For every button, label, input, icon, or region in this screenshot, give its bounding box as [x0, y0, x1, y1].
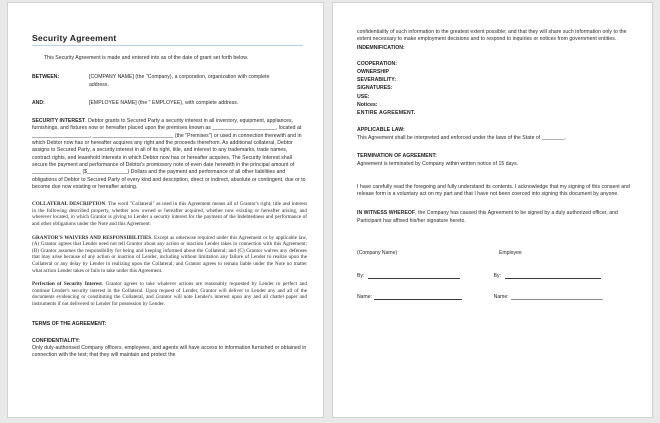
acknowledgement-paragraph: I have carefully read the foregoing and fully understand its contents. I acknowledge that my signing of this consent and release form is a voluntary act on my part and that I have not been coerced into signing this document by anyone.: [357, 183, 630, 197]
clause-termination-of-agreement: [357, 153, 638, 168]
signature-name-employee: [494, 294, 638, 300]
clause-perfection-heading: Perfection of Security Interest: [32, 281, 102, 288]
title-underline-rule: [32, 45, 303, 46]
applicable-law-body: This Agreement shall be interpreted and enforced under the laws of the State of ________.: [357, 135, 567, 142]
signature-block: [357, 241, 638, 300]
signature-name-company: [357, 294, 494, 300]
document-page-2: [333, 3, 652, 417]
confidentiality-body: Only duly-authorised Company officers, employees, and agents will have access to information furnished or obtained in connection with the test; that they will maintain and protect the: [32, 344, 307, 359]
signature-name-line-company[interactable]: [374, 294, 462, 300]
clause-collateral-description-body: . The word "Collateral" as used in this Agreement means all of Grantor's right, title and interest in the following described property, whether now owned or hereafter acquired, whether now existing or hereafter arising, and wherever located, in which Grantor is giving to Lender a security interest for the payment of the Indebtedness and performance of and other obligations under the Note and this Agreement:: [32, 201, 307, 227]
signature-col-company: [357, 241, 499, 259]
signature-block-titles: [357, 241, 638, 259]
clause-collateral-description: [32, 201, 307, 227]
heading-notices: Notices:: [357, 101, 378, 108]
clause-security-interest-heading: SECURITY INTEREST: [32, 118, 86, 125]
signature-by-label-employee: By:: [493, 272, 502, 279]
clause-collateral-description-heading: COLLATERAL DESCRIPTION: [32, 201, 106, 208]
heading-confidentiality: CONFIDENTIALITY:: [32, 337, 81, 344]
signature-employee-title: Employee: [499, 249, 522, 256]
party-text-and: [EMPLOYEE NAME] (the " EMPLOYEE), with complete address.: [89, 99, 239, 106]
signature-by-employee: [494, 273, 638, 279]
party-label-and: AND:: [32, 99, 45, 106]
intro-paragraph: This Security Agreement is made and entered into as of the date of grant set forth below.: [44, 55, 249, 61]
witness-paragraph: [357, 210, 638, 225]
party-label-between: BETWEEN:: [32, 74, 60, 81]
clause-security-interest-body: . Debtor grants to Secured Party a security interest in all inventory, equipment, appliances, furnishings, and fixtures now or hereafter placed upon the premises known as ______________________, located at ____________________, ____________________________ (the "Premises") or used in connection therewith and in which Debtor now has or hereafter acquires any right and the proceeds therefrom. As additional collateral, Debtor assigns to Secured Party, a security interest in all of its right, title, and interest to any trademarks, trade names, contract rights, and leasehold interests in which Debtor now has or hereafter acquires. The Security Interest shall secure the payment and performance of Debtor's promissory note of even date herewith in the principal amount of _________________ ($______________) Dollars and the payment and performance of all other liabilities and obligations of Debtor to Secured Party of every kind and description, direct or indirect, absolute or contingent, due or to become due now existing or hereafter arising.: [32, 118, 306, 190]
heading-entire-agreement: ENTIRE AGREEMENT.: [357, 110, 416, 117]
signature-by-line-employee[interactable]: [505, 273, 601, 279]
heading-severability: SEVERABILITY:: [357, 77, 397, 84]
heading-use: USE:: [357, 93, 370, 100]
signature-col-employee: [499, 241, 638, 259]
party-text-between: [COMPANY NAME] (the "Company), a corporation, organization with complete address.: [89, 74, 270, 88]
signature-by-line-company[interactable]: [368, 273, 460, 279]
heading-signatures: SIGNATURES:: [357, 85, 393, 92]
clause-perfection-of-security-interest: [32, 281, 307, 307]
signature-by-label-company: By:: [357, 272, 365, 279]
party-row-between: [32, 74, 307, 89]
signature-name-label-employee: Name:: [493, 293, 509, 300]
clause-grantor-waivers: [32, 235, 307, 275]
termination-body: Agreement is terminated by Company within written notice of 15 days.: [357, 161, 519, 168]
clause-grantor-waivers-body: . Except as otherwise required under this Agreement or by applicable law, (A) Grantor agrees that Lender need not tell Grantor about any action or inaction Lender takes in connection with this Agreement; (B) Grantor assumes the responsibility for being and keeping informed about the Collateral; and (C) Grantor waives any defenses that may arise because of any action or inaction of Lender, including without limitation any failure of Lender to realize upon the Collateral or any delay by Lender in realizing upon the Collateral; and Grantor agrees to remain liable under the Note no matter what action Lender takes or fails to take under this Agreement.: [32, 234, 307, 274]
clause-grantor-waivers-heading: GRANTOR'S WAIVERS AND RESPONSIBILITIES: [32, 234, 152, 241]
document-page-1: [8, 3, 323, 417]
continuation-paragraph: confidentiality of such information to the greatest extent possible; and that they will share such information only to the extent necessary to make employment decisions and to respond to inquiries or notices from government entities.: [357, 29, 627, 43]
signature-row-by: [357, 273, 638, 279]
witness-body: , the Company has caused this Agreement to be signed by a duly authorized officer, and Participant has affixed his/her signature hereto.: [357, 210, 618, 224]
witness-lead: IN WITNESS WHEREOF: [357, 210, 416, 217]
spacer: [32, 329, 307, 337]
signature-name-label-company: Name:: [357, 293, 373, 300]
heading-terms-of-agreement: TERMS OF THE AGREEMENT:: [32, 321, 107, 328]
clause-perfection-body: . Grantor agrees to take whatever actions are reasonably requested by Lender to perfect and continue Lender's security interest in the Collateral. Upon request of Lender, Grantor will deliver to Lender any and all of the documents evidencing or constituting the Collateral, and Grantor will note Lender's interest upon any and all chattel paper and instruments if not delivered to Lender for possession by Lender.: [32, 281, 307, 307]
signature-name-line-employee[interactable]: [511, 294, 603, 300]
page-title: Security Agreement: [32, 33, 117, 43]
heading-ownership: OWNERSHIP: [357, 69, 389, 75]
spacer: [357, 117, 638, 127]
signature-company-title: (Company Name): [357, 249, 398, 256]
signature-by-company: [357, 273, 494, 279]
spacer: [357, 176, 638, 184]
heading-applicable-law: APPLICABLE LAW:: [357, 127, 405, 134]
heading-termination-of-agreement: TERMINATION OF AGREEMENT:: [357, 153, 437, 160]
party-row-and: [32, 100, 307, 107]
heading-cooperation: COOPERATION:: [357, 60, 397, 67]
spacer: [357, 198, 638, 210]
spacer: [357, 52, 638, 60]
heading-indemnification: INDEMNIFICATION:: [357, 44, 405, 51]
clause-security-interest: [32, 118, 307, 191]
signature-row-name: [357, 294, 638, 300]
clause-applicable-law: [357, 127, 638, 142]
